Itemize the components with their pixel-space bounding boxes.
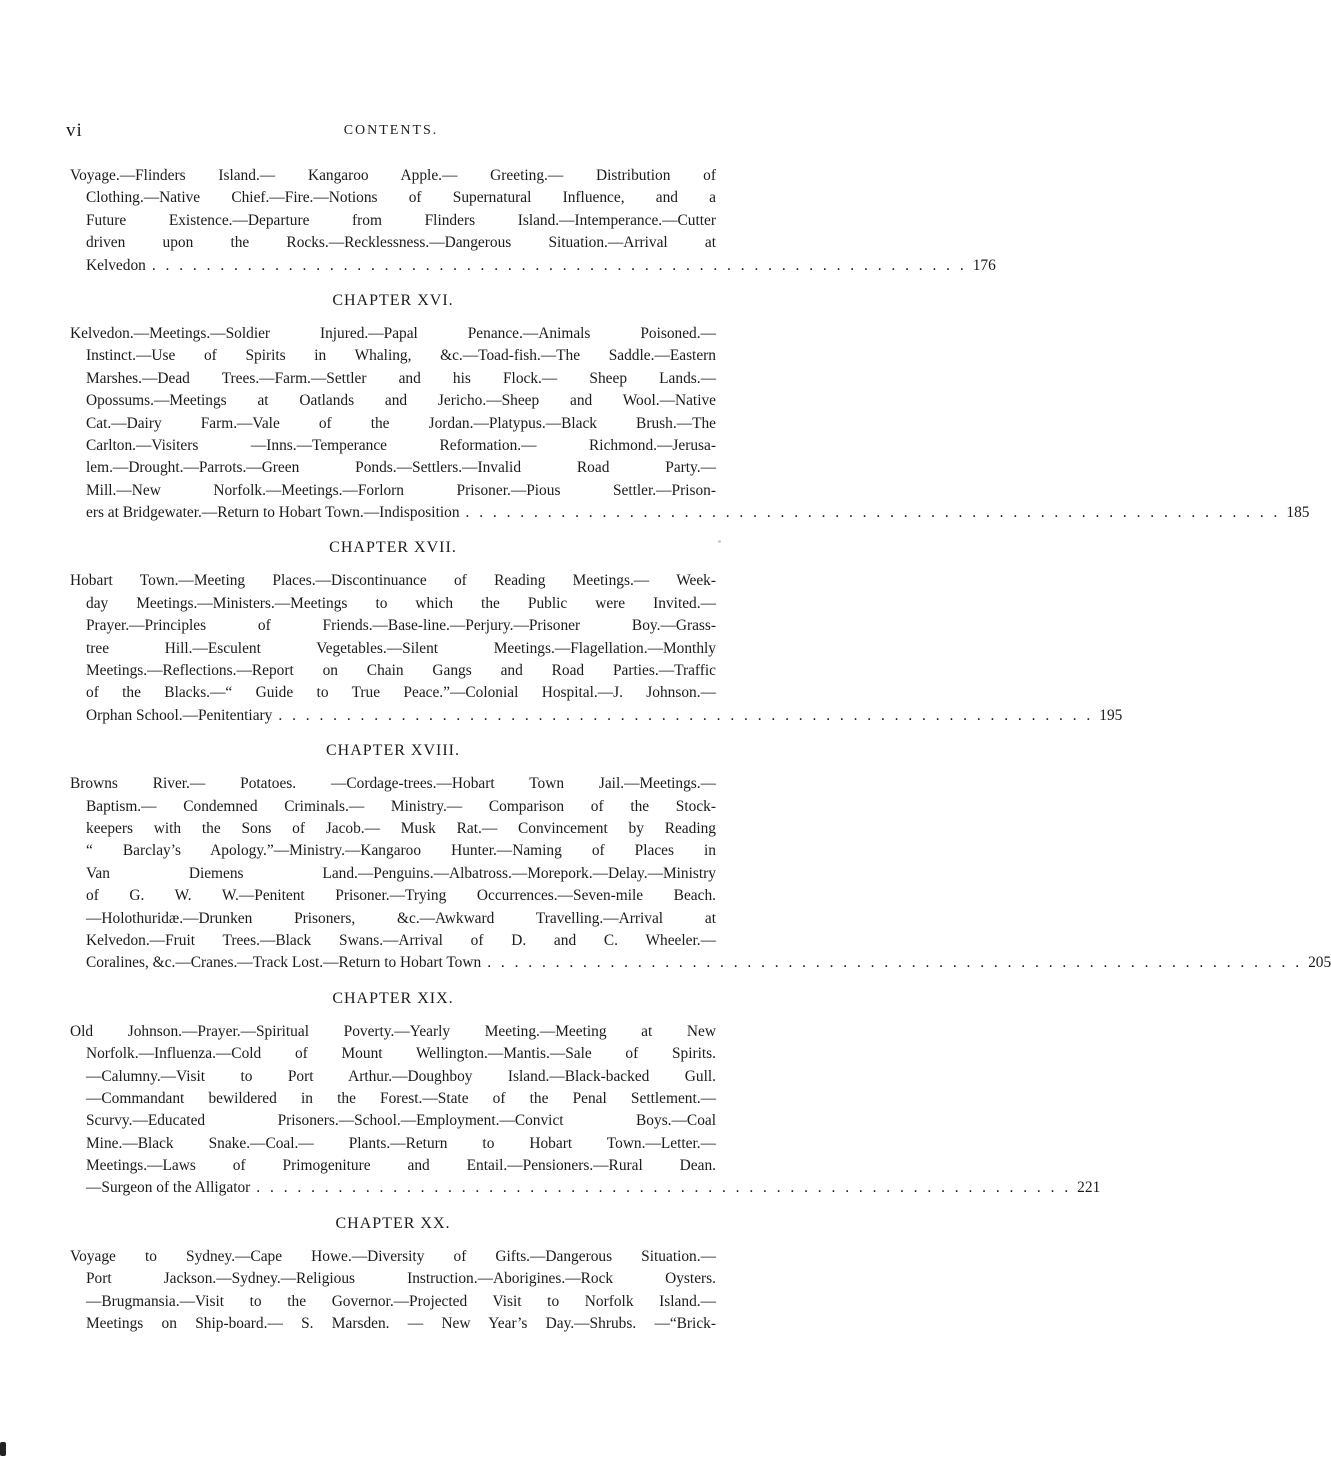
summary-line: Browns River.— Potatoes. —Cordage-trees.—Hobart Town Jail.—Meetings.— (70, 775, 716, 793)
summary-line: Port Jackson.—Sydney.—Religious Instruction.—Aborigines.—Rock Oysters. (86, 1270, 716, 1288)
contents-entry (70, 1214, 716, 1336)
summary-line: of G. W. W.—Penitent Prisoner.—Trying Occurrences.—Seven-mile Beach. (86, 887, 716, 905)
dot-leader: . . . . . . . . . . . . . . . . . . . . . . . . . . . . . . . . . . . . . . . . . . . . . . . . . . . . . . . . . . . . (487, 954, 1303, 972)
contents-entry (70, 538, 1123, 727)
summary-line: Instinct.—Use of Spirits in Whaling, &c.—Toad-fish.—The Saddle.—Eastern (86, 347, 716, 365)
chapter-heading: CHAPTER XX. (335, 1214, 451, 1232)
summary-line: Kelvedon.—Meetings.—Soldier Injured.—Papal Penance.—Animals Poisoned.— (70, 324, 716, 342)
page-reference: 176 (972, 256, 996, 274)
contents-entry (70, 165, 996, 277)
summary-final-line (70, 1177, 1101, 1199)
summary-final-line (70, 502, 1310, 524)
summary-line: lem.—Drought.—Parrots.—Green Ponds.—Settlers.—Invalid Road Party.— (86, 459, 716, 477)
table-of-contents (70, 165, 1331, 1335)
contents-entry (70, 741, 1331, 975)
chapter-heading: CHAPTER XVIII. (326, 742, 460, 760)
chapter-heading: CHAPTER XVI. (332, 291, 454, 309)
page-reference: 195 (1099, 706, 1123, 724)
summary-line: Orphan School.—Penitentiary (86, 706, 273, 724)
page-header (66, 120, 716, 144)
summary-line: Opossums.—Meetings at Oatlands and Jericho.—Sheep and Wool.—Native (86, 392, 716, 410)
summary-line: Mine.—Black Snake.—Coal.— Plants.—Return to Hobart Town.—Letter.— (86, 1134, 716, 1152)
summary-line: —Surgeon of the Alligator (86, 1179, 251, 1197)
summary-line: Kelvedon (86, 256, 146, 274)
summary-line: of the Blacks.—“ Guide to True Peace.”—Colonial Hospital.—J. Johnson.— (86, 684, 716, 702)
dot-leader: . . . . . . . . . . . . . . . . . . . . . . . . . . . . . . . . . . . . . . . . . . . . . . . . . . . . . . . . . . . . (256, 1179, 1072, 1197)
summary-line: day Meetings.—Ministers.—Meetings to which the Public were Invited.— (86, 594, 716, 612)
summary-line: Voyage to Sydney.—Cape Howe.—Diversity of Gifts.—Dangerous Situation.— (70, 1247, 716, 1265)
summary-line: —Calumny.—Visit to Port Arthur.—Doughboy Island.—Black-backed Gull. (86, 1067, 716, 1085)
summary-line: Cat.—Dairy Farm.—Vale of the Jordan.—Platypus.—Black Brush.—The (86, 414, 716, 432)
summary-line: driven upon the Rocks.—Recklessness.—Dangerous Situation.—Arrival at (86, 234, 716, 252)
chapter-heading: CHAPTER XVII. (329, 539, 457, 557)
summary-line: ers at Bridgewater.—Return to Hobart Town.—Indisposition (86, 504, 460, 522)
summary-line: Kelvedon.—Fruit Trees.—Black Swans.—Arrival of D. and C. Wheeler.— (86, 931, 716, 949)
page-number: vi (66, 120, 83, 141)
scan-mark (0, 1442, 6, 1456)
summary-line: Clothing.—Native Chief.—Fire.—Notions of Supernatural Influence, and a (86, 189, 716, 207)
page-reference: 205 (1308, 954, 1331, 972)
contents-entry (70, 989, 1101, 1200)
paper-speck (718, 540, 721, 543)
summary-line: Norfolk.—Influenza.—Cold of Mount Wellington.—Mantis.—Sale of Spirits. (86, 1045, 716, 1063)
summary-line: Carlton.—Visiters —Inns.—Temperance Reformation.— Richmond.—Jerusa- (86, 436, 716, 454)
page-reference: 185 (1286, 504, 1310, 522)
summary-final-line (70, 952, 1331, 974)
summary-line: —Holothuridæ.—Drunken Prisoners, &c.—Awkward Travelling.—Arrival at (86, 909, 716, 927)
summary-line: —Brugmansia.—Visit to the Governor.—Projected Visit to Norfolk Island.— (86, 1292, 716, 1310)
summary-final-line (70, 705, 1123, 727)
summary-line: Van Diemens Land.—Penguins.—Albatross.—Morepork.—Delay.—Ministry (86, 864, 716, 882)
summary-line: Meetings.—Reflections.—Report on Chain Gangs and Road Parties.—Traffic (86, 662, 716, 680)
summary-line: Hobart Town.—Meeting Places.—Discontinuance of Reading Meetings.— Week- (70, 572, 716, 590)
dot-leader: . . . . . . . . . . . . . . . . . . . . . . . . . . . . . . . . . . . . . . . . . . . . . . . . . . . . . . . . . . . . (465, 504, 1281, 522)
dot-leader: . . . . . . . . . . . . . . . . . . . . . . . . . . . . . . . . . . . . . . . . . . . . . . . . . . . . . . . . . . . . (151, 256, 967, 274)
dot-leader: . . . . . . . . . . . . . . . . . . . . . . . . . . . . . . . . . . . . . . . . . . . . . . . . . . . . . . . . . . . . (278, 706, 1094, 724)
running-title: CONTENTS. (343, 123, 439, 138)
summary-line: Scurvy.—Educated Prisoners.—School.—Employment.—Convict Boys.—Coal (86, 1112, 716, 1130)
summary-line: “ Barclay’s Apology.”—Ministry.—Kangaroo Hunter.—Naming of Places in (86, 842, 716, 860)
summary-line: tree Hill.—Esculent Vegetables.—Silent Meetings.—Flagellation.—Monthly (86, 639, 716, 657)
summary-line: Future Existence.—Departure from Flinders Island.—Intemperance.—Cutter (86, 211, 716, 229)
summary-line: —Commandant bewildered in the Forest.—State of the Penal Settlement.— (86, 1089, 716, 1107)
summary-final-line (70, 255, 996, 277)
summary-line: Baptism.— Condemned Criminals.— Ministry.— Comparison of the Stock- (86, 797, 716, 815)
summary-line: Coralines, &c.—Cranes.—Track Lost.—Return to Hobart Town (86, 954, 482, 972)
summary-line: Mill.—New Norfolk.—Meetings.—Forlorn Prisoner.—Pious Settler.—Prison- (86, 481, 716, 499)
summary-line: Old Johnson.—Prayer.—Spiritual Poverty.—Yearly Meeting.—Meeting at New (70, 1022, 716, 1040)
chapter-heading: CHAPTER XIX. (332, 989, 454, 1007)
summary-line: Voyage.—Flinders Island.— Kangaroo Apple.— Greeting.— Distribution of (70, 167, 716, 184)
contents-entry (70, 291, 1310, 525)
summary-line: Meetings on Ship-board.— S. Marsden. — New Year’s Day.—Shrubs. —“Brick- (86, 1315, 716, 1333)
page-reference: 221 (1077, 1179, 1101, 1197)
summary-line: Meetings.—Laws of Primogeniture and Entail.—Pensioners.—Rural Dean. (86, 1157, 716, 1175)
summary-line: Prayer.—Principles of Friends.—Base-line.—Perjury.—Prisoner Boy.—Grass- (86, 617, 716, 635)
summary-line: Marshes.—Dead Trees.—Farm.—Settler and his Flock.— Sheep Lands.— (86, 369, 716, 387)
summary-line: keepers with the Sons of Jacob.— Musk Rat.— Convincement by Reading (86, 819, 716, 837)
